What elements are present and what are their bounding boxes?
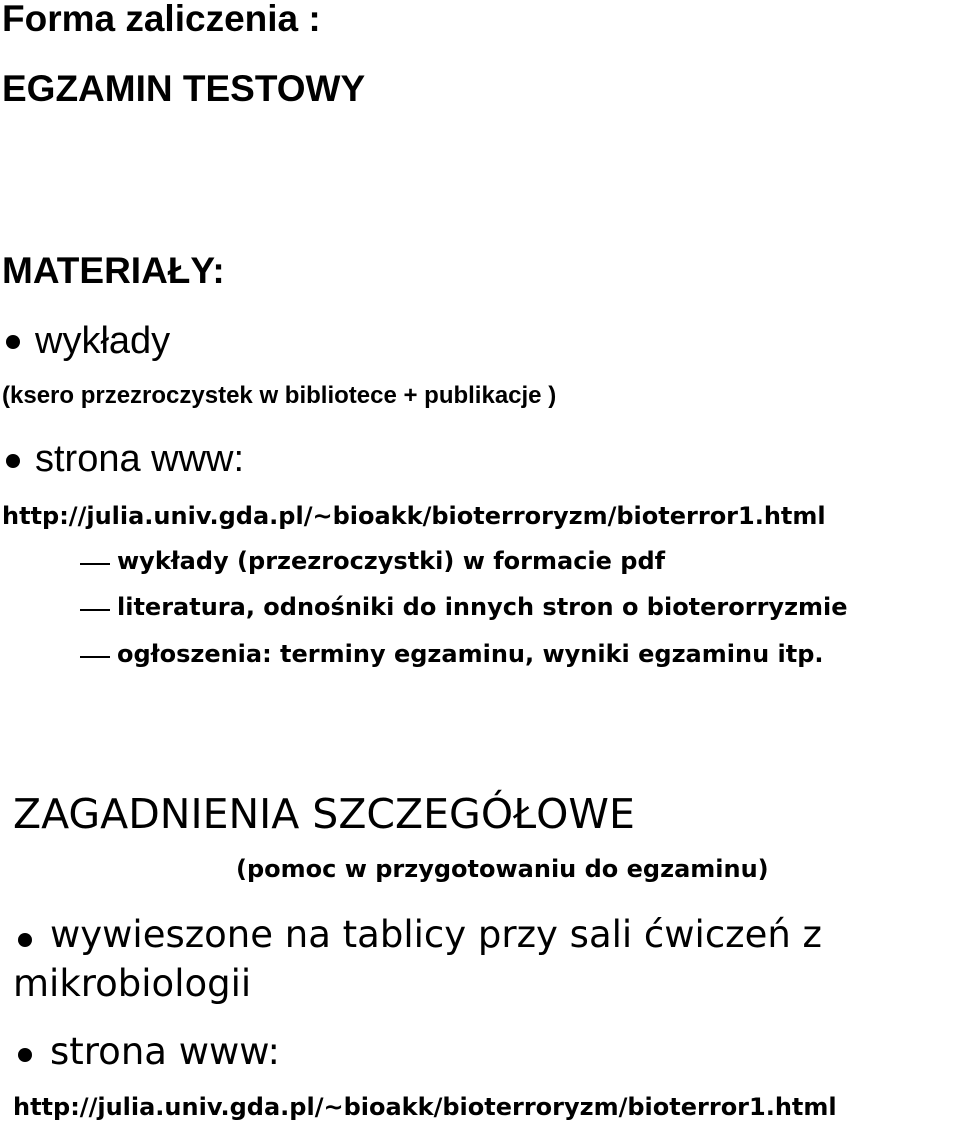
dash-icon xyxy=(80,563,110,565)
form-label: Forma zaliczenia : xyxy=(2,0,321,39)
bullet-icon xyxy=(6,454,20,468)
details-website-url[interactable]: http://julia.univ.gda.pl/~bioakk/bioterroryzm/bioterror1.html xyxy=(13,1093,837,1121)
details-website-label: strona www: xyxy=(50,1030,280,1073)
bullet-icon xyxy=(18,1048,32,1062)
dash-icon xyxy=(80,656,110,658)
website-url[interactable]: http://julia.univ.gda.pl/~bioakk/bioterroryzm/bioterror1.html xyxy=(2,502,826,530)
lectures-note: (ksero przezroczystek w bibliotece + publikacje ) xyxy=(2,382,557,409)
subitem-pdf: wykłady (przezroczystki) w formacie pdf xyxy=(117,547,666,575)
website-label: strona www: xyxy=(35,438,245,480)
dash-icon xyxy=(80,609,110,611)
details-heading: ZAGADNIENIA SZCZEGÓŁOWE xyxy=(13,790,635,838)
lectures-label: wykłady xyxy=(35,320,171,362)
subitem-literature: literatura, odnośniki do innych stron o bioterorryzmie xyxy=(117,593,848,621)
bullet-icon xyxy=(18,933,32,947)
posted-line-2: mikrobiologii xyxy=(13,962,252,1005)
materials-heading: MATERIAŁY: xyxy=(2,250,225,291)
bullet-icon xyxy=(6,335,20,349)
details-subheading: (pomoc w przygotowaniu do egzaminu) xyxy=(236,855,769,883)
exam-type: EGZAMIN TESTOWY xyxy=(2,68,366,109)
posted-line-1: wywieszone na tablicy przy sali ćwiczeń z xyxy=(50,913,822,956)
subitem-announcements: ogłoszenia: terminy egzaminu, wyniki egzaminu itp. xyxy=(117,640,824,668)
